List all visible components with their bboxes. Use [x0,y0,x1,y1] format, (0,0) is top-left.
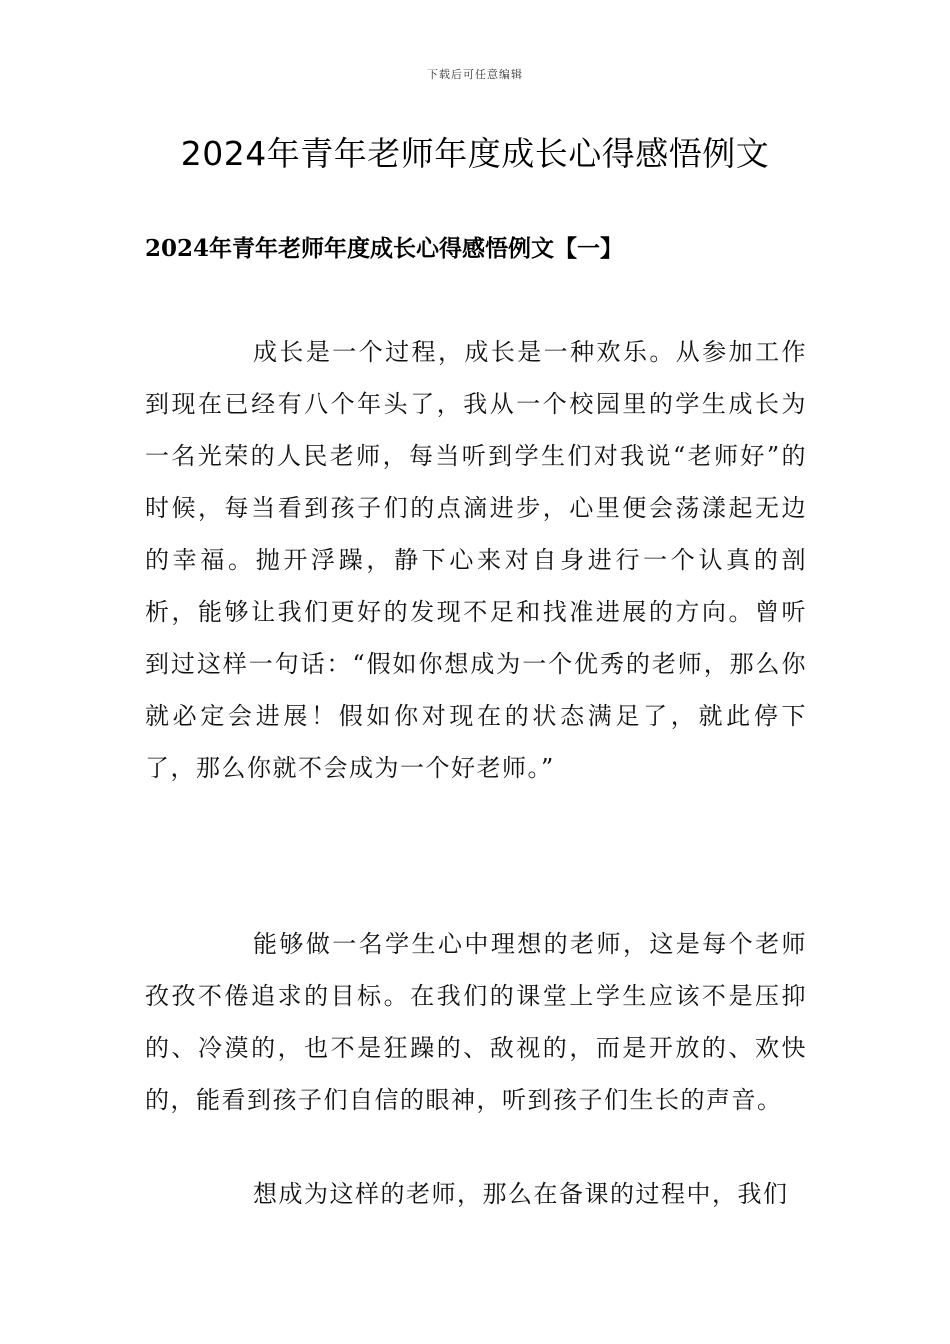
header-note: 下载后可任意编辑 [427,68,523,81]
paragraph-2: 能够做一名学生心中理想的老师，这是每个老师孜孜不倦追求的目标。在我们的课堂上学生应该不是压抑的、冷漠的，也不是狂躁的、敌视的，而是开放的、欢快的，能看到孩子们自信的眼神，听到孩子们生长的声音。 [145,930,807,1114]
document-title: 2024年青年老师年度成长心得感悟例文 [180,134,770,173]
section-heading: 2024年青年老师年度成长心得感悟例文【一】 [145,235,624,262]
paragraph-3: 想成为这样的老师，那么在备课的过程中，我们 [253,1180,789,1208]
paragraph-1: 成长是一个过程，成长是一种欢乐。从参加工作到现在已经有八个年头了，我从一个校园里的学生成长为一名光荣的人民老师，每当听到学生们对我说“老师好”的时候，每当看到孩子们的点滴进步，心里便会荡漾起无边的幸福。抛开浮躁，静下心来对自身进行一个认真的剖析，能够让我们更好的发现不足和找准进展的方向。曾听到过这样一句话：“假如你想成为一个优秀的老师，那么你就必定会进展！假如你对现在的状态满足了，就此停下了，那么你就不会成为一个好老师。” [145,338,807,782]
